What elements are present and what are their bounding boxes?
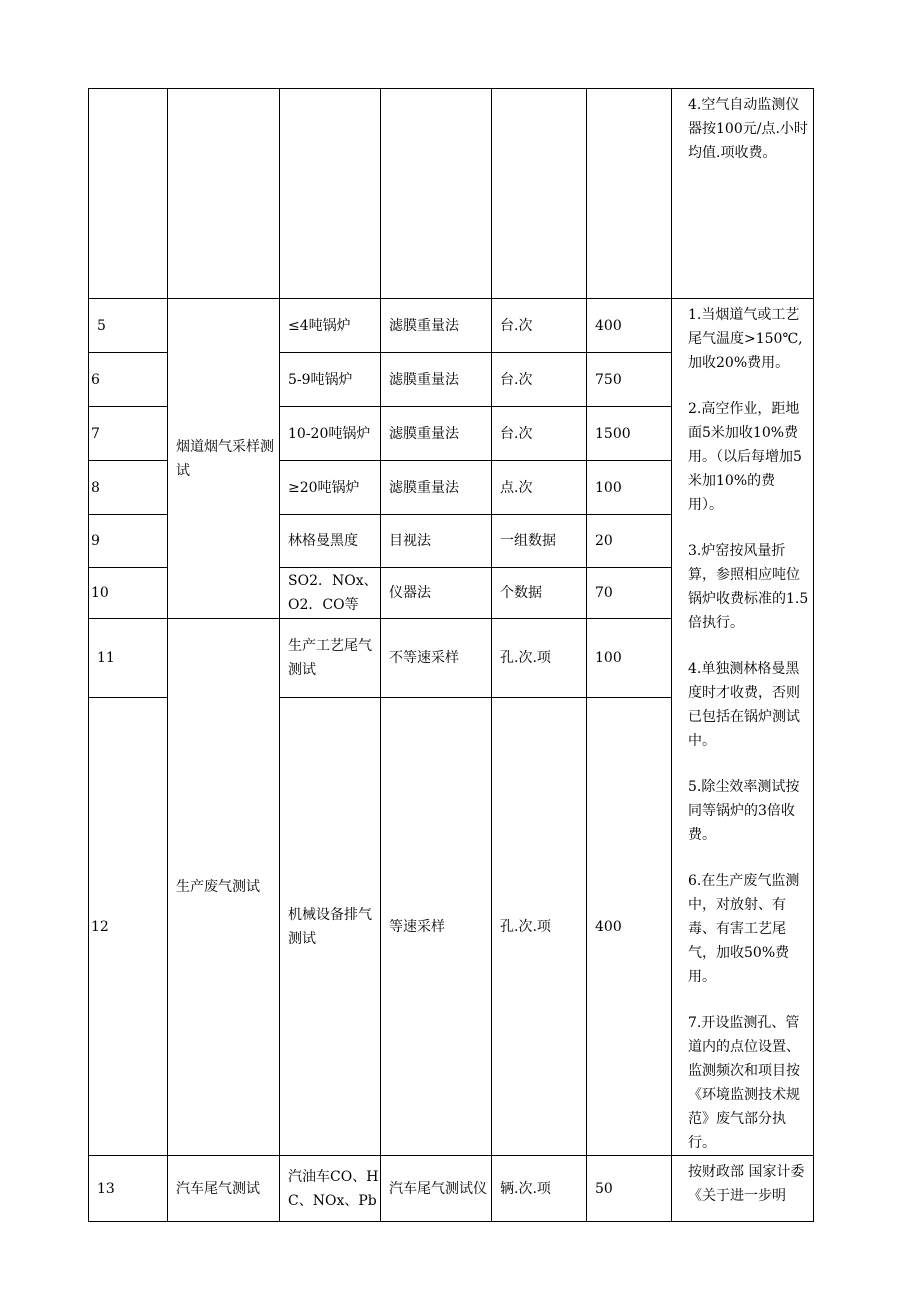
row-number: 9 [89, 515, 168, 568]
test-item: 汽油车CO、HC、NOx、Pb [280, 1156, 381, 1222]
price: 400 [587, 698, 672, 1156]
row-number: 8 [89, 461, 168, 515]
charge-unit: 个数据 [492, 568, 587, 619]
row-number: 11 [89, 619, 168, 698]
test-item: ≥20吨锅炉 [280, 461, 381, 515]
test-item: 10-20吨锅炉 [280, 407, 381, 461]
test-method: 滤膜重量法 [381, 353, 492, 407]
top-remark: 4.空气自动监测仪器按100元/点.小时均值.项收费。 [688, 97, 808, 161]
remarks-cell [672, 299, 814, 1156]
table-row [89, 1156, 814, 1222]
row-number: 12 [89, 698, 168, 1156]
price: 1500 [587, 407, 672, 461]
row-number: 6 [89, 353, 168, 407]
charge-unit: 辆.次.项 [492, 1156, 587, 1222]
price: 400 [587, 299, 672, 353]
test-method: 目视法 [381, 515, 492, 568]
price: 750 [587, 353, 672, 407]
charge-unit: 点.次 [492, 461, 587, 515]
test-method: 滤膜重量法 [381, 407, 492, 461]
fee-table [88, 88, 814, 1222]
group-flue-gas: 烟道烟气采样测试 [168, 299, 280, 619]
remark-6: 6.在生产废气监测中，对放射、有毒、有害工艺尾气，加收50%费用。 [688, 873, 800, 985]
remark-7: 7.开设监测孔、管道内的点位设置、监测频次和项目按《环境监测技术规范》废气部分执行。 [688, 1015, 800, 1151]
remark-3: 3.炉窑按风量折算，参照相应吨位锅炉收费标准的1.5倍执行。 [688, 543, 809, 631]
test-method: 等速采样 [381, 698, 492, 1156]
test-method: 滤膜重量法 [381, 461, 492, 515]
remark-2: 2.高空作业，距地面5米加收10%费用。（以后每增加5米加10%的费用）。 [688, 401, 802, 513]
group-production-exhaust: 生产废气测试 [168, 619, 280, 1156]
table-row [89, 299, 814, 353]
charge-unit: 台.次 [492, 353, 587, 407]
row-number: 13 [89, 1156, 168, 1222]
test-method: 滤膜重量法 [381, 299, 492, 353]
charge-unit: 孔.次.项 [492, 619, 587, 698]
row-number: 10 [89, 568, 168, 619]
test-item: 林格曼黑度 [280, 515, 381, 568]
remark-4: 4.单独测林格曼黑度时才收费，否则已包括在锅炉测试中。 [688, 661, 800, 749]
test-method: 不等速采样 [381, 619, 492, 698]
test-item: 生产工艺尾气测试 [280, 619, 381, 698]
price: 100 [587, 461, 672, 515]
price: 100 [587, 619, 672, 698]
row-number: 5 [89, 299, 168, 353]
test-method: 汽车尾气测试仪 [381, 1156, 492, 1222]
remark-5: 5.除尘效率测试按同等锅炉的3倍收费。 [688, 779, 800, 843]
charge-unit: 台.次 [492, 299, 587, 353]
remark-cell-bottom [672, 1156, 814, 1222]
charge-unit: 一组数据 [492, 515, 587, 568]
remark-cell-top [672, 89, 814, 299]
price: 50 [587, 1156, 672, 1222]
price: 20 [587, 515, 672, 568]
test-item: 机械设备排气测试 [280, 698, 381, 1156]
row-number: 7 [89, 407, 168, 461]
last-remark: 按财政部 国家计委《关于进一步明 [688, 1164, 805, 1204]
test-method: 仪器法 [381, 568, 492, 619]
price: 70 [587, 568, 672, 619]
test-item: 5-9吨锅炉 [280, 353, 381, 407]
charge-unit: 孔.次.项 [492, 698, 587, 1156]
group-vehicle-exhaust: 汽车尾气测试 [168, 1156, 280, 1222]
test-item: ≤4吨锅炉 [280, 299, 381, 353]
charge-unit: 台.次 [492, 407, 587, 461]
test-item: SO2．NOx、O2．CO等 [280, 568, 381, 619]
remark-1: 1.当烟道气或工艺尾气温度>150℃,加收20%费用。 [688, 307, 803, 371]
